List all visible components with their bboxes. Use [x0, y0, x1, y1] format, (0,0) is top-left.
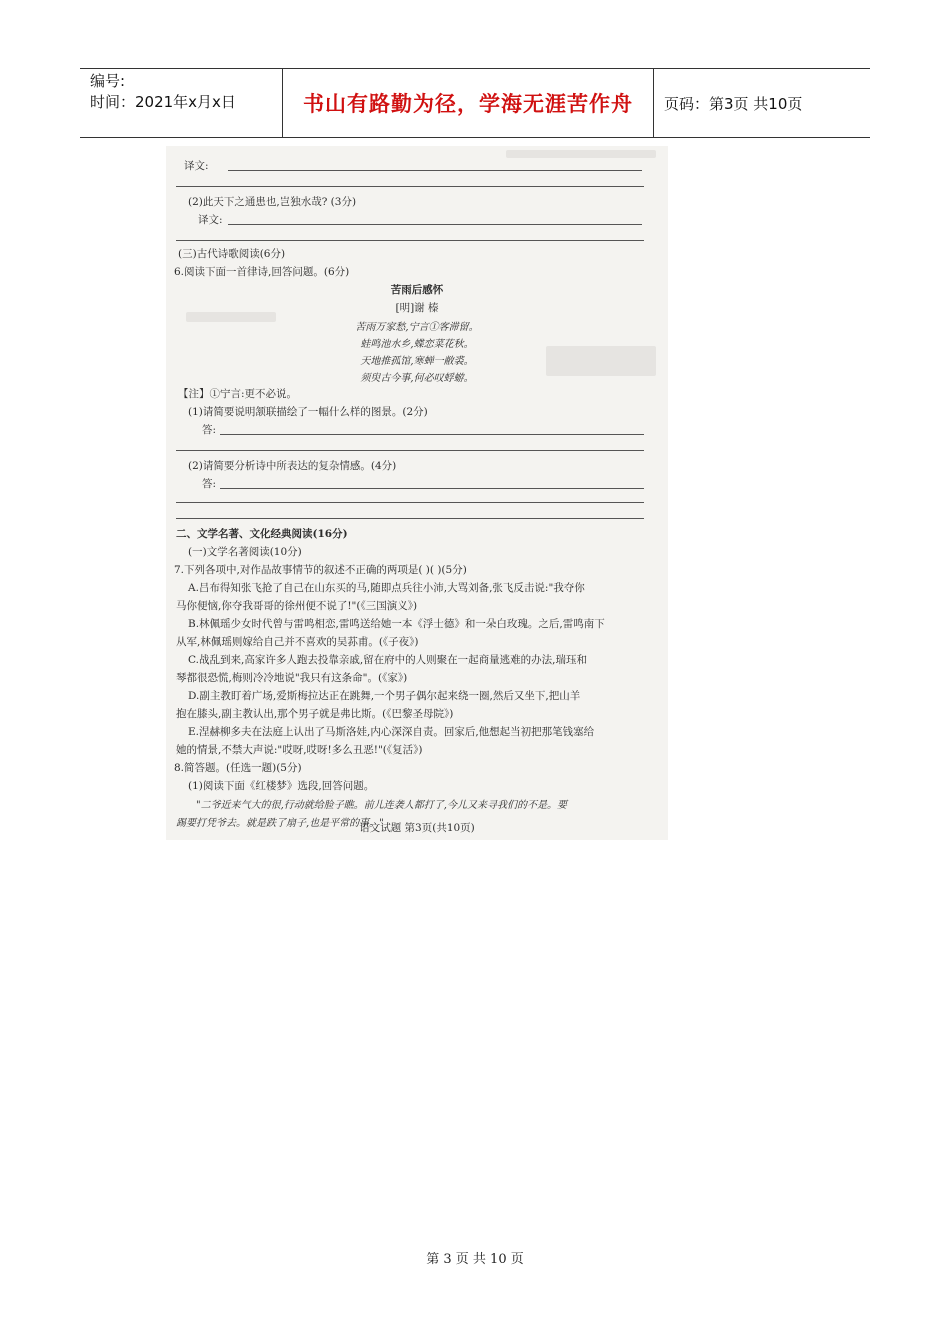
- answer-line: [220, 434, 644, 435]
- answer-line: [228, 170, 642, 171]
- scan-text-line: (1)阅读下面《红楼梦》选段,回答问题。: [188, 780, 375, 792]
- scan-text-line: (1)请简要说明颔联描绘了一幅什么样的图景。(2分): [188, 406, 428, 418]
- scan-text-line: 琴都很恐慌,梅则冷冷地说"我只有这条命"。(《家》): [176, 672, 408, 684]
- scan-text-line: 7.下列各项中,对作品故事情节的叙述不正确的两项是( )( )(5分): [174, 564, 467, 576]
- page-info: 页码：第3页 共10页: [664, 94, 803, 113]
- scan-text-line: A.吕布得知张飞抢了自己在山东买的马,随即点兵往小沛,大骂刘备,张飞反击说:"我夺你: [188, 582, 585, 594]
- scan-text-line: 答:: [202, 478, 217, 490]
- scan-text-line: E.涅赫柳多夫在法庭上认出了马斯洛娃,内心深深自责。回家后,他想起当初把那笔钱塞给: [188, 726, 595, 738]
- scan-text-line: "二爷近来气大的很,行动就给脸子瞧。前儿连袭人都打了,今儿又来寻我们的不是。要: [196, 800, 567, 811]
- scan-caption: 语文试题 第3页(共10页): [359, 822, 475, 834]
- answer-line: [176, 502, 644, 503]
- answer-line: [176, 186, 644, 187]
- header-table: [80, 68, 870, 138]
- scan-text-line: (三)古代诗歌阅读(6分): [178, 248, 286, 260]
- scan-text-line: 译文:: [198, 214, 223, 226]
- page-footer: 第 3 页 共 10 页: [426, 1252, 524, 1267]
- header-meta-cell: [80, 69, 282, 137]
- scan-text-line: 8.简答题。(任选一题)(5分): [174, 762, 302, 774]
- scan-text-line: 抱在膝头,副主教认出,那个男子就是弗比斯。(《巴黎圣母院》): [176, 708, 454, 720]
- poem-line: 须臾古今事,何必叹蜉蝣。: [360, 373, 474, 384]
- answer-line: [228, 224, 642, 225]
- time-label: 时间：2021年x月x日: [90, 93, 236, 111]
- scan-text-line: 踢要打凭爷去。就是跌了扇子,也是平常的事。": [176, 818, 384, 829]
- answer-line: [176, 518, 644, 519]
- scan-text-line: C.战乱到来,高家许多人跑去投靠亲戚,留在府中的人则聚在一起商量逃难的办法,瑞珏和: [188, 654, 588, 666]
- scan-text-line: 6.阅读下面一首律诗,回答问题。(6分): [174, 266, 350, 278]
- scan-text-line: 答:: [202, 424, 217, 436]
- scan-text-line: 她的情景,不禁大声说:"哎呀,哎呀!多么丑恶!"(《复活》): [176, 744, 423, 756]
- scan-text-line: D.副主教盯着广场,爱斯梅拉达正在跳舞,一个男子偶尔起来绕一圈,然后又坐下,把山羊: [188, 690, 581, 702]
- answer-line: [220, 488, 644, 489]
- scanned-page: [166, 146, 668, 840]
- scan-text-line: 【注】①宁言:更不必说。: [178, 388, 298, 400]
- number-label: 编号:: [90, 72, 126, 90]
- scan-text-line: 从军,林佩瑶则嫁给自己并不喜欢的吴荪甫。(《子夜》): [176, 636, 419, 648]
- answer-line: [176, 240, 644, 241]
- scan-text-line: (一)文学名著阅读(10分): [188, 546, 302, 558]
- poem-title: 苦雨后感怀: [390, 284, 444, 296]
- scan-text-line: (2)请简要分析诗中所表达的复杂情感。(4分): [188, 460, 397, 472]
- scan-text-line: 马你便恼,你夺我哥哥的徐州便不说了!"(《三国演义》): [176, 600, 418, 612]
- poem-line: 天地推孤馆,寒蝉一敝裘。: [360, 356, 474, 367]
- poem-line: 苦雨万家愁,宁言①客滞留。: [355, 322, 479, 333]
- poem-line: 蛙鸣池水乡,蝶恋菜花秋。: [360, 339, 474, 350]
- scan-text-line: 译文:: [184, 160, 209, 172]
- scan-text-line: B.林佩瑶少女时代曾与雷鸣相恋,雷鸣送给她一本《浮士德》和一朵白玫瑰。之后,雷鸣南下: [188, 618, 605, 630]
- scan-smudge: [506, 150, 656, 158]
- poem-author: [明]谢 榛: [395, 302, 439, 314]
- scan-text-line: (2)此天下之通患也,岂独水哉? (3分): [188, 196, 357, 208]
- scan-text-line: 二、文学名著、文化经典阅读(16分): [176, 528, 348, 540]
- answer-line: [176, 450, 644, 451]
- motto: 书山有路勤为径，学海无涯苦作舟: [282, 69, 654, 137]
